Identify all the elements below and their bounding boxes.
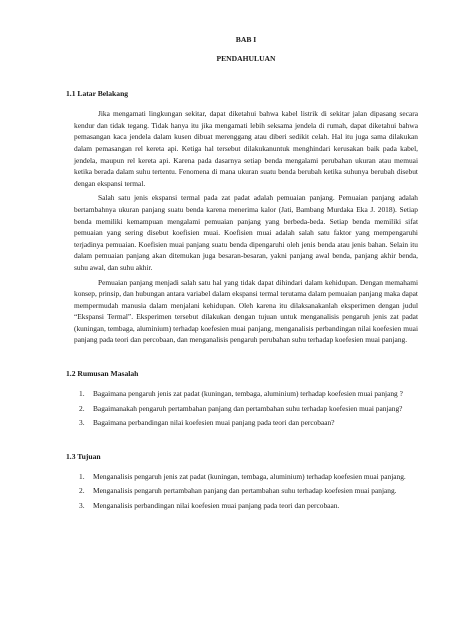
list-item: 2. Menganalisis pengaruh pertambahan panjang dan pertambahan suhu terhadap koefesien muai panjang. [79,486,397,496]
list-item-text: Menganalisis perbandingan nilai koefesien muai panjang pada teori dan percobaan. [93,501,340,511]
list-item: 3. Menganalisis perbandingan nilai koefesien muai panjang pada teori dan percobaan. [79,501,340,511]
list-item-text: Bagaimanakah pengaruh pertambahan panjang dan pertambahan suhu terhadap koefesien muai panjang? [93,403,403,413]
list-item: 3. Bagaimana perbandingan nilai koefesien muai panjang pada teori dan percobaan? [79,418,335,428]
section-heading-rumusan-masalah: 1.2 Rumusan Masalah [66,369,139,379]
rumusan-masalah-list [74,388,418,429]
paragraph: Jika mengamati lingkungan sekitar, dapat diketahui bahwa kabel listrik di sekitar jalan dipasang secara kendur dan tidak tegang. Tidak hanya itu jika mengamati lebih seksama jendela di rumah, dapat diketahui bahwa pemasangan kaca jendela dalam kusen dibuat merenggang atau diberi sedikit celah. Hal itu juga sama dilakukan dalam pemasangan rel kereta api. Ketiga hal tersebut dilakukanuntuk menghindari kerusakan baik pada kabel, jendela, maupun rel kereta api. Karena pada dasarnya setiap benda mengalami perubahan ukuran atau memuai ketika berada dalam suhu tertentu. Fenomena di mana ukuran suatu benda berubah ketika suhunya berubah disebut dengan ekspansi termal. [74,109,418,188]
list-item: 1. Bagaimana pengaruh jenis zat padat (kuningan, tembaga, aluminium) terhadap koefesien muai panjang ? [79,389,403,399]
list-item-text: Bagaimana perbandingan nilai koefesien muai panjang pada teori dan percobaan? [93,418,335,428]
list-item-text: Menganalisis pengaruh pertambahan panjang dan pertambahan suhu terhadap koefesien muai panjang. [93,486,397,496]
paragraph: Salah satu jenis ekspansi termal pada zat padat adalah pemuaian panjang. Pemuaian panjang adalah bertambahnya ukuran panjang suatu benda karena menerima kalor (Jati, Bambang Murdaka Eka J. 2018). Setiap benda memiliki kemampuan mengalami pemuaian panjang yang berbeda-beda. Setiap benda memiliki sifat pemuaian yang sering disebut koefisien muai. Koefisien muai adalah salah satu faktor yang mempengaruhi terjadinya pemuaian. Koefisien muai panjang suatu benda dipengaruhi oleh jenis benda atau jenis bahan. Selain itu dalam pemuaian panjang akan ditemukan juga besaran-besaran, yakni panjang awal benda, panjang akhir benda, suhu awal, dan suhu akhir. [74,193,418,272]
paragraph: Pemuaian panjang menjadi salah satu hal yang tidak dapat dihindari dalam kehidupan. Dengan memahami konsep, prinsip, dan hubungan antara variabel dalam ekspansi termal terutama dalam pemuaian panjang maka dapat mempermudah manusia dalam menjalani kehidupan. Oleh karena itu dilaksanakanlah eksperimen dengan judul “Ekspansi Termal”. Eksperimen tersebut dilakukan dengan tujuan untuk menganalisis pengaruh jenis zat padat (kuningan, tembaga, aluminium) terhadap koefesien muai panjang, menganalisis perbandingan nilai koefesien muai panjang pada teori dan percobaan, dan menganalisis pengaruh perubahan suhu terhadap koefesien muai panjang. [74,277,418,345]
list-item-text: Bagaimana pengaruh jenis zat padat (kuningan, tembaga, aluminium) terhadap koefesien muai panjang ? [93,389,403,399]
list-item: 2. Bagaimanakah pengaruh pertambahan panjang dan pertambahan suhu terhadap koefesien muai panjang? [79,403,403,413]
tujuan-list [74,471,418,512]
chapter-title: PENDAHULUAN [216,53,276,63]
section-heading-latar-belakang: 1.1 Latar Belakang [66,89,129,99]
chapter-number: BAB I [235,35,257,44]
list-item: 1. Menganalisis pengaruh jenis zat padat (kuningan, tembaga, aluminium) terhadap koefesien muai panjang. [79,471,406,481]
list-item-text: Menganalisis pengaruh jenis zat padat (kuningan, tembaga, aluminium) terhadap koefesien muai panjang. [93,471,406,481]
section-heading-tujuan: 1.3 Tujuan [66,451,101,461]
